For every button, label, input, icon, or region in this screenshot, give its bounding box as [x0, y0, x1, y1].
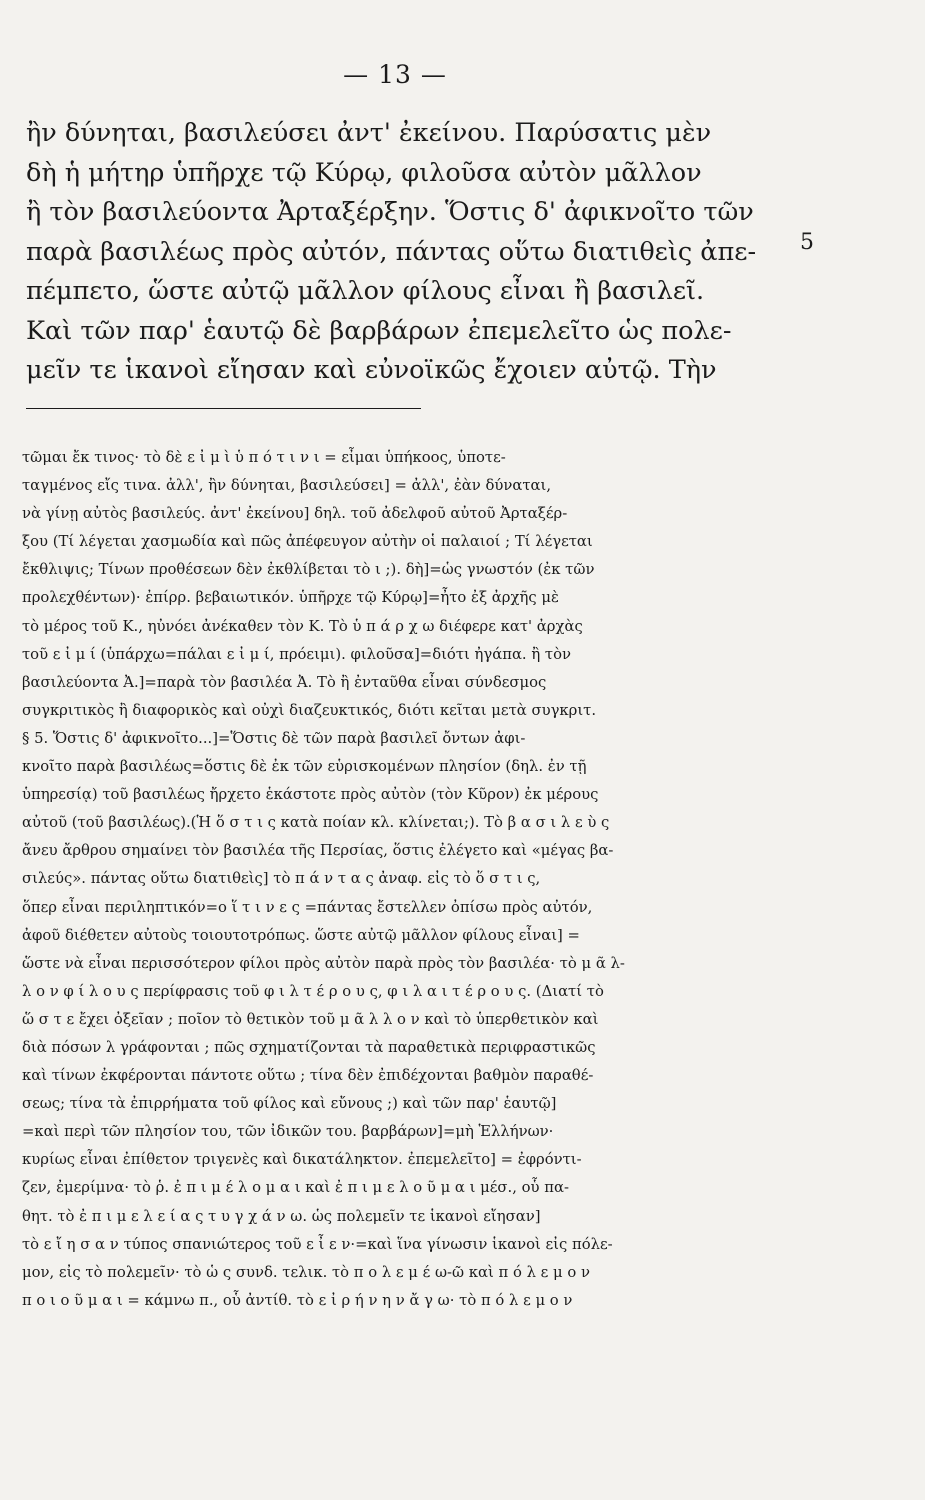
- page-number: — 13 —: [343, 60, 447, 89]
- note-line: =καὶ περὶ τῶν πλησίον του, τῶν ἰδικῶν του. βαρβάρων]=μὴ Ἑλλήνων·: [22, 1123, 554, 1141]
- note-line: λ ο ν φ ί λ ο υ ς περίφρασις τοῦ φ ι λ τ έ ρ ο υ ς, φ ι λ α ι τ έ ρ ο υ ς. (Διατί τὸ: [22, 982, 604, 1000]
- note-line: ἔκθλιψις; Τίνων προθέσεων δὲν ἐκθλίβεται τὸ ι ;). δὴ]=ὡς γνωστόν (ἐκ τῶν: [22, 561, 595, 579]
- note-line: συγκριτικὸς ἢ διαφορικὸς καὶ οὐχὶ διαζευκτικός, διότι κεῖται μετὰ συγκριτ.: [22, 701, 597, 719]
- note-line: τὸ ε ἴ η σ α ν τύπος σπανιώτερος τοῦ ε ἶ ε ν·=καὶ ἵνα γίνωσιν ἱκανοὶ εἰς πόλε-: [22, 1235, 613, 1253]
- note-line: ὅπερ εἶναι περιληπτικόν=ο ἵ τ ι ν ε ς =πάντας ἔστελλεν ὀπίσω πρὸς αὐτόν,: [22, 898, 593, 916]
- note-line: ξου (Τί λέγεται χασμωδία καὶ πῶς ἀπέφευγον αὐτὴν οἱ παλαιοί ; Τί λέγεται: [22, 533, 593, 551]
- main-line: μεῖν τε ἱκανοὶ εἴησαν καὶ εὐνοϊκῶς ἔχοιεν αὐτῷ. Τὴν: [26, 355, 717, 385]
- note-line: μον, εἰς τὸ πολεμεῖν· τὸ ὡ ς συνδ. τελικ. τὸ π ο λ ε μ έ ω-ῶ καὶ π ό λ ε μ ο ν: [22, 1263, 590, 1281]
- note-line: ἄνευ ἄρθρου σημαίνει τὸν βασιλέα τῆς Περσίας, ὅστις ἐλέγετο καὶ «μέγας βα-: [22, 842, 614, 860]
- main-line: Καὶ τῶν παρ' ἑαυτῷ δὲ βαρβάρων ἐπεμελεῖτο ὡς πολε-: [26, 315, 732, 346]
- main-text: [26, 114, 786, 391]
- note-line: προλεχθέντων)· ἐπίρρ. βεβαιωτικόν. ὑπῆρχε τῷ Κύρῳ]=ἦτο ἐξ ἀρχῆς μὲ: [22, 589, 559, 607]
- note-line: τὸ μέρος τοῦ Κ., ηὐνόει ἀνέκαθεν τὸν Κ. Τὸ ὑ π ά ρ χ ω διέφερε κατ' ἀρχὰς: [22, 617, 583, 635]
- note-line: π ο ι ο ῦ μ α ι = κάμνω π., οὗ ἀντίθ. τὸ ε ἰ ρ ή ν η ν ἄ γ ω· τὸ π ό λ ε μ ο ν: [22, 1291, 573, 1309]
- note-line: κυρίως εἶναι ἐπίθετον τριγενὲς καὶ δικατάληκτον. ἐπεμελεῖτο] = ἐφρόντι-: [22, 1151, 582, 1169]
- note-line: τοῦ ε ἰ μ ί (ὑπάρχω=πάλαι ε ἰ μ ί, πρόειμι). φιλοῦσα]=διότι ἠγάπα. ἢ τὸν: [22, 645, 572, 663]
- note-line: βασιλεύοντα Ἀ.]=παρὰ τὸν βασιλέα Ἀ. Τὸ ἢ ἐνταῦθα εἶναι σύνδεσμος: [22, 673, 547, 691]
- note-line: ταγμένος εἴς τινα. ἀλλ', ἢν δύνηται, βασιλεύσει] = ἀλλ', ἐὰν δύναται,: [22, 477, 552, 495]
- note-line: τῶμαι ἔκ τινος· τὸ δὲ ε ἰ μ ὶ ὑ π ό τ ι ν ι = εἶμαι ὑπήκοος, ὑποτε-: [22, 449, 506, 466]
- footnote-divider: [26, 408, 421, 409]
- note-line: ζεν, ἐμερίμνα· τὸ ῥ. ἐ π ι μ έ λ ο μ α ι καὶ ἐ π ι μ ε λ ο ῦ μ α ι μέσ., οὗ πα-: [22, 1179, 569, 1197]
- main-line: παρὰ βασιλέως πρὸς αὐτόν, πάντας οὕτω διατιθεὶς ἀπε-: [26, 236, 757, 267]
- main-line: ἢν δύνηται, βασιλεύσει ἀντ' ἐκείνου. Παρύσατις μὲν: [26, 118, 712, 148]
- note-line: ὥστε νὰ εἶναι περισσότερον φίλοι πρὸς αὐτὸν παρὰ πρὸς τὸν βασιλέα· τὸ μ ᾶ λ-: [22, 954, 625, 972]
- note-line: § 5. Ὅστις δ' ἀφικνοῖτο...]=Ὅστις δὲ τῶν παρὰ βασιλεῖ ὄντων ἀφι-: [22, 729, 526, 747]
- note-line: σιλεύς». πάντας οὕτω διατιθεὶς] τὸ π ά ν τ α ς ἀναφ. εἰς τὸ ὅ σ τ ι ς,: [22, 870, 541, 888]
- note-line: καὶ τίνων ἐκφέρονται πάντοτε οὕτω ; τίνα δὲν ἐπιδέχονται βαθμὸν παραθέ-: [22, 1067, 594, 1085]
- main-line: ἢ τὸν βασιλεύοντα Ἀρταξέρξην. Ὅστις δ' ἀφικνοῖτο τῶν: [26, 197, 754, 227]
- note-line: διὰ πόσων λ γράφονται ; πῶς σχηματίζονται τὰ παραθετικὰ περιφραστικῶς: [22, 1038, 596, 1056]
- note-line: κνοῖτο παρὰ βασιλέως=ὅστις δὲ ἐκ τῶν εὑρισκομένων πλησίον (δηλ. ἐν τῇ: [22, 758, 587, 776]
- note-line: αὐτοῦ (τοῦ βασιλέως).(Ἡ ὅ σ τ ι ς κατὰ ποίαν κλ. κλίνεται;). Τὸ β α σ ι λ ε ὺ ς: [22, 814, 610, 832]
- note-line: ὑπηρεσίᾳ) τοῦ βασιλέως ἤρχετο ἑκάστοτε πρὸς αὐτὸν (τὸν Κῦρον) ἐκ μέρους: [22, 786, 599, 804]
- note-line: σεως; τίνα τὰ ἐπιρρήματα τοῦ φίλος καὶ εὔνους ;) καὶ τῶν παρ' ἑαυτῷ]: [22, 1095, 557, 1113]
- commentary-notes: [22, 444, 812, 1315]
- main-line: δὴ ἡ μήτηρ ὑπῆρχε τῷ Κύρῳ, φιλοῦσα αὐτὸν μᾶλλον: [26, 157, 702, 188]
- note-line: ἀφοῦ διέθετεν αὐτοὺς τοιουτοτρόπως. ὥστε αὐτῷ μᾶλλον φίλους εἶναι] =: [22, 926, 580, 944]
- note-line: θητ. τὸ ἐ π ι μ ε λ ε ί α ς τ υ γ χ ά ν ω. ὡς πολεμεῖν τε ἱκανοὶ εἴησαν]: [22, 1207, 541, 1225]
- note-line: ὥ σ τ ε ἔχει ὀξεῖαν ; ποῖον τὸ θετικὸν τοῦ μ ᾶ λ λ ο ν καὶ τὸ ὑπερθετικὸν καὶ: [22, 1010, 599, 1028]
- main-line: πέμπετο, ὥστε αὐτῷ μᾶλλον φίλους εἶναι ἢ βασιλεῖ.: [26, 276, 705, 306]
- margin-line-number: 5: [800, 230, 814, 255]
- note-line: νὰ γίνῃ αὐτὸς βασιλεύς. ἀντ' ἐκείνου] δηλ. τοῦ ἀδελφοῦ αὐτοῦ Ἀρταξέρ-: [22, 505, 568, 523]
